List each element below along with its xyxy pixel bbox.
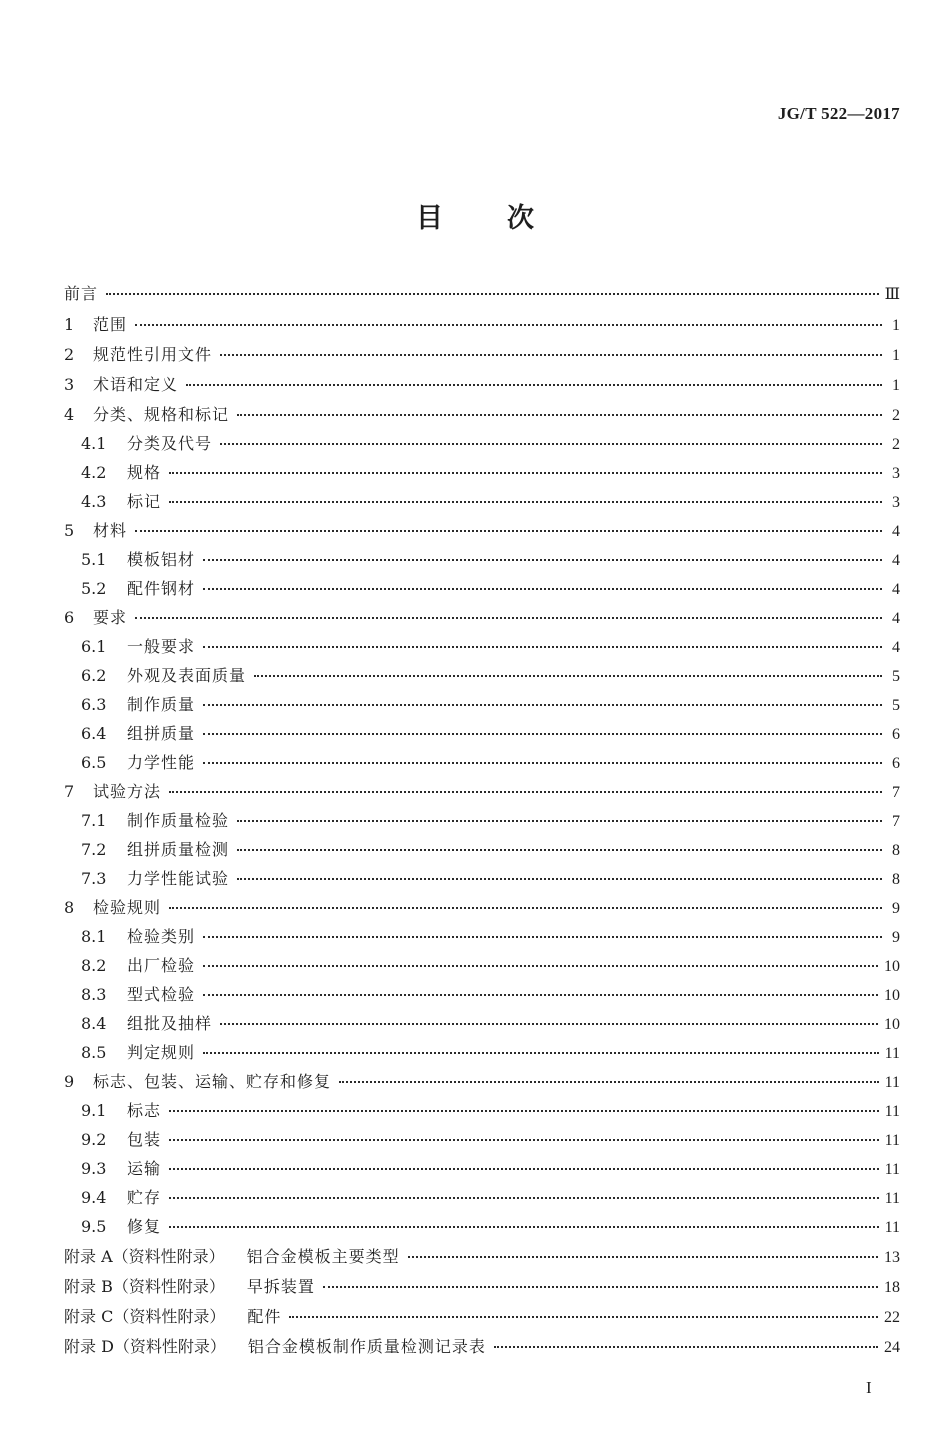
dot-leader xyxy=(135,324,882,326)
dot-leader xyxy=(220,443,882,445)
toc-entry-label: 配件钢材 xyxy=(127,579,196,598)
toc-entry xyxy=(64,637,900,666)
toc-entry xyxy=(64,434,900,463)
toc-entry-number: 8 xyxy=(64,898,75,917)
toc-entry-page: 4 xyxy=(892,581,900,598)
toc-entry-label: 材料 xyxy=(93,521,128,540)
toc-entry-label: 判定规则 xyxy=(127,1043,196,1062)
toc-entry-label: 要求 xyxy=(93,608,128,627)
toc-entry-number: 7 xyxy=(64,782,75,801)
toc-entry xyxy=(64,985,900,1014)
dot-leader xyxy=(135,530,882,532)
toc-entry-label: 试验方法 xyxy=(93,782,162,801)
title-char-2: 次 xyxy=(507,203,534,234)
toc-entry xyxy=(64,375,900,405)
toc-entry-number: 9 xyxy=(64,1072,75,1091)
dot-leader xyxy=(169,907,882,909)
toc-entry xyxy=(64,898,900,927)
toc-entry-page: 8 xyxy=(892,842,900,859)
toc-entry-label: 制作质量 xyxy=(127,695,196,714)
toc-entry xyxy=(64,782,900,811)
toc-entry-label: 检验规则 xyxy=(93,898,162,917)
toc-entry-label: 外观及表面质量 xyxy=(127,666,247,685)
toc-entry-page: 5 xyxy=(892,668,900,685)
toc-entry-number: 2 xyxy=(64,345,75,364)
toc-entry-number: 7.3 xyxy=(81,869,107,888)
toc-entry xyxy=(64,405,900,434)
toc-entry xyxy=(64,579,900,608)
toc-entry-page: 11 xyxy=(884,1074,900,1091)
toc-entry-page: 1 xyxy=(892,347,900,364)
toc-entry-number: 8.3 xyxy=(81,985,107,1004)
dot-leader xyxy=(169,501,882,503)
dot-leader xyxy=(237,878,882,880)
dot-leader xyxy=(135,617,882,619)
toc-entry-page: 5 xyxy=(892,697,900,714)
toc-entry xyxy=(64,666,900,695)
dot-leader xyxy=(169,472,882,474)
dot-leader xyxy=(254,675,882,677)
toc-entry-label: 早拆装置 xyxy=(246,1277,315,1296)
toc-entry xyxy=(64,521,900,550)
toc-entry-number: 7.1 xyxy=(81,811,107,830)
toc-entry xyxy=(64,1217,900,1247)
toc-entry-page: 24 xyxy=(884,1339,900,1356)
toc-entry xyxy=(64,1043,900,1072)
toc-entry-page: 11 xyxy=(884,1045,900,1062)
toc-entry xyxy=(64,1247,900,1277)
toc-entry-number: 9.5 xyxy=(81,1217,107,1236)
dot-leader xyxy=(237,820,882,822)
toc-entry-number: 6.4 xyxy=(81,724,107,743)
toc-entry-page: 4 xyxy=(892,552,900,569)
table-of-contents xyxy=(64,284,900,1367)
toc-entry-number: 6 xyxy=(64,608,75,627)
toc-entry-page: 8 xyxy=(892,871,900,888)
toc-entry-number: 5 xyxy=(64,521,75,540)
dot-leader xyxy=(220,354,882,356)
toc-entry-page: 11 xyxy=(884,1132,900,1149)
toc-entry xyxy=(64,1277,900,1307)
toc-entry-page: 11 xyxy=(884,1161,900,1178)
toc-entry-label: 组批及抽样 xyxy=(127,1014,213,1033)
toc-entry-page: 6 xyxy=(892,755,900,772)
toc-entry-page: Ⅲ xyxy=(884,286,900,303)
toc-entry-page: 4 xyxy=(892,610,900,627)
title-char-1: 目 xyxy=(416,203,443,234)
toc-entry xyxy=(64,1159,900,1188)
toc-entry xyxy=(64,1307,900,1337)
toc-entry-number: 8.2 xyxy=(81,956,107,975)
toc-entry-label: 铝合金模板主要类型 xyxy=(246,1247,400,1266)
dot-leader xyxy=(237,414,882,416)
toc-entry-number: 5.1 xyxy=(81,550,107,569)
toc-entry-label: 出厂检验 xyxy=(127,956,196,975)
toc-entry xyxy=(64,724,900,753)
toc-entry xyxy=(64,463,900,492)
toc-entry xyxy=(64,1130,900,1159)
toc-entry-label: 规格 xyxy=(127,463,162,482)
toc-entry-page: 11 xyxy=(884,1219,900,1236)
page-number: I xyxy=(866,1378,872,1397)
toc-entry-label: 术语和定义 xyxy=(93,375,179,394)
dot-leader xyxy=(494,1346,878,1348)
toc-entry-number: 4.1 xyxy=(81,434,107,453)
toc-entry xyxy=(64,550,900,579)
toc-entry-label: 贮存 xyxy=(127,1188,162,1207)
toc-entry-number: 6.3 xyxy=(81,695,107,714)
toc-entry xyxy=(64,1072,900,1101)
toc-entry xyxy=(64,284,900,315)
toc-entry xyxy=(64,927,900,956)
toc-entry-label: 铝合金模板制作质量检测记录表 xyxy=(247,1337,486,1356)
toc-entry-number: 6.1 xyxy=(81,637,107,656)
toc-entry-label: 分类及代号 xyxy=(127,434,213,453)
toc-entry-page: 11 xyxy=(884,1190,900,1207)
toc-entry-number: 附录 A（资料性附录） xyxy=(64,1247,225,1266)
toc-entry-label: 前言 xyxy=(64,284,99,303)
toc-entry-number: 附录 D（资料性附录） xyxy=(64,1337,226,1356)
toc-entry-page: 11 xyxy=(884,1103,900,1120)
toc-entry-number: 9.3 xyxy=(81,1159,107,1178)
dot-leader xyxy=(169,791,882,793)
toc-entry xyxy=(64,1101,900,1130)
toc-entry-label: 标志 xyxy=(127,1101,162,1120)
toc-entry xyxy=(64,811,900,840)
toc-entry xyxy=(64,1014,900,1043)
toc-entry xyxy=(64,869,900,898)
toc-entry-number: 9.4 xyxy=(81,1188,107,1207)
toc-entry xyxy=(64,956,900,985)
dot-leader xyxy=(203,994,878,996)
toc-entry-page: 3 xyxy=(892,494,900,511)
toc-entry-page: 10 xyxy=(884,987,900,1004)
toc-entry xyxy=(64,315,900,345)
toc-entry xyxy=(64,840,900,869)
toc-entry-label: 包装 xyxy=(127,1130,162,1149)
toc-entry-label: 力学性能试验 xyxy=(127,869,230,888)
toc-entry-page: 22 xyxy=(884,1309,900,1326)
toc-entry-label: 修复 xyxy=(127,1217,162,1236)
dot-leader xyxy=(203,936,882,938)
toc-entry-number: 8.4 xyxy=(81,1014,107,1033)
toc-entry-number: 3 xyxy=(64,375,75,394)
toc-entry-number: 7.2 xyxy=(81,840,107,859)
toc-entry-number: 5.2 xyxy=(81,579,107,598)
toc-entry-label: 组拼质量 xyxy=(127,724,196,743)
toc-entry-label: 配件 xyxy=(247,1307,282,1326)
toc-entry-number: 附录 B（资料性附录） xyxy=(64,1277,225,1296)
dot-leader xyxy=(169,1226,879,1228)
toc-entry-number: 1 xyxy=(64,315,75,334)
toc-entry-label: 一般要求 xyxy=(127,637,196,656)
toc-entry-label: 制作质量检验 xyxy=(127,811,230,830)
toc-entry-page: 9 xyxy=(892,929,900,946)
dot-leader xyxy=(169,1197,879,1199)
dot-leader xyxy=(169,1110,879,1112)
dot-leader xyxy=(203,965,878,967)
page-title xyxy=(0,196,950,235)
dot-leader xyxy=(186,384,882,386)
toc-entry-number: 4 xyxy=(64,405,75,424)
toc-entry-label: 力学性能 xyxy=(127,753,196,772)
toc-entry-label: 模板铝材 xyxy=(127,550,196,569)
toc-entry-page: 6 xyxy=(892,726,900,743)
dot-leader xyxy=(106,293,879,295)
dot-leader xyxy=(220,1023,878,1025)
toc-entry-page: 7 xyxy=(892,813,900,830)
toc-entry-page: 2 xyxy=(892,436,900,453)
dot-leader xyxy=(339,1081,879,1083)
dot-leader xyxy=(203,762,882,764)
toc-entry-page: 4 xyxy=(892,523,900,540)
toc-entry xyxy=(64,1188,900,1217)
toc-entry-page: 3 xyxy=(892,465,900,482)
dot-leader xyxy=(237,849,882,851)
toc-entry-page: 1 xyxy=(892,377,900,394)
toc-entry-page: 18 xyxy=(884,1279,900,1296)
toc-entry xyxy=(64,695,900,724)
toc-entry-number: 附录 C（资料性附录） xyxy=(64,1307,226,1326)
toc-entry-page: 4 xyxy=(892,639,900,656)
toc-entry-number: 6.2 xyxy=(81,666,107,685)
toc-entry-label: 检验类别 xyxy=(127,927,196,946)
toc-entry xyxy=(64,608,900,637)
dot-leader xyxy=(408,1256,878,1258)
toc-entry-page: 2 xyxy=(892,407,900,424)
toc-entry-page: 7 xyxy=(892,784,900,801)
toc-entry-number: 6.5 xyxy=(81,753,107,772)
toc-entry-number: 8.5 xyxy=(81,1043,107,1062)
toc-entry-page: 10 xyxy=(884,958,900,975)
toc-entry-page: 1 xyxy=(892,317,900,334)
toc-entry-page: 10 xyxy=(884,1016,900,1033)
toc-entry-label: 组拼质量检测 xyxy=(127,840,230,859)
toc-entry xyxy=(64,1337,900,1367)
toc-entry-page: 13 xyxy=(884,1249,900,1266)
toc-entry-page: 9 xyxy=(892,900,900,917)
toc-entry-number: 9.1 xyxy=(81,1101,107,1120)
toc-entry-label: 范围 xyxy=(93,315,128,334)
toc-entry xyxy=(64,345,900,375)
dot-leader xyxy=(169,1139,879,1141)
dot-leader xyxy=(169,1168,879,1170)
toc-entry-label: 运输 xyxy=(127,1159,162,1178)
dot-leader xyxy=(289,1316,878,1318)
toc-entry-number: 9.2 xyxy=(81,1130,107,1149)
toc-entry-number: 4.2 xyxy=(81,463,107,482)
toc-entry-label: 标记 xyxy=(127,492,162,511)
dot-leader xyxy=(203,1052,879,1054)
dot-leader xyxy=(203,733,882,735)
doc-code: JG/T 522—2017 xyxy=(777,104,900,123)
dot-leader xyxy=(203,588,882,590)
dot-leader xyxy=(323,1286,878,1288)
dot-leader xyxy=(203,704,882,706)
toc-entry xyxy=(64,753,900,782)
toc-entry-label: 规范性引用文件 xyxy=(93,345,213,364)
dot-leader xyxy=(203,646,882,648)
dot-leader xyxy=(203,559,882,561)
toc-entry-label: 标志、包装、运输、贮存和修复 xyxy=(93,1072,332,1091)
toc-entry-label: 分类、规格和标记 xyxy=(93,405,230,424)
toc-entry-number: 4.3 xyxy=(81,492,107,511)
toc-entry-number: 8.1 xyxy=(81,927,107,946)
toc-entry-label: 型式检验 xyxy=(127,985,196,1004)
toc-entry xyxy=(64,492,900,521)
